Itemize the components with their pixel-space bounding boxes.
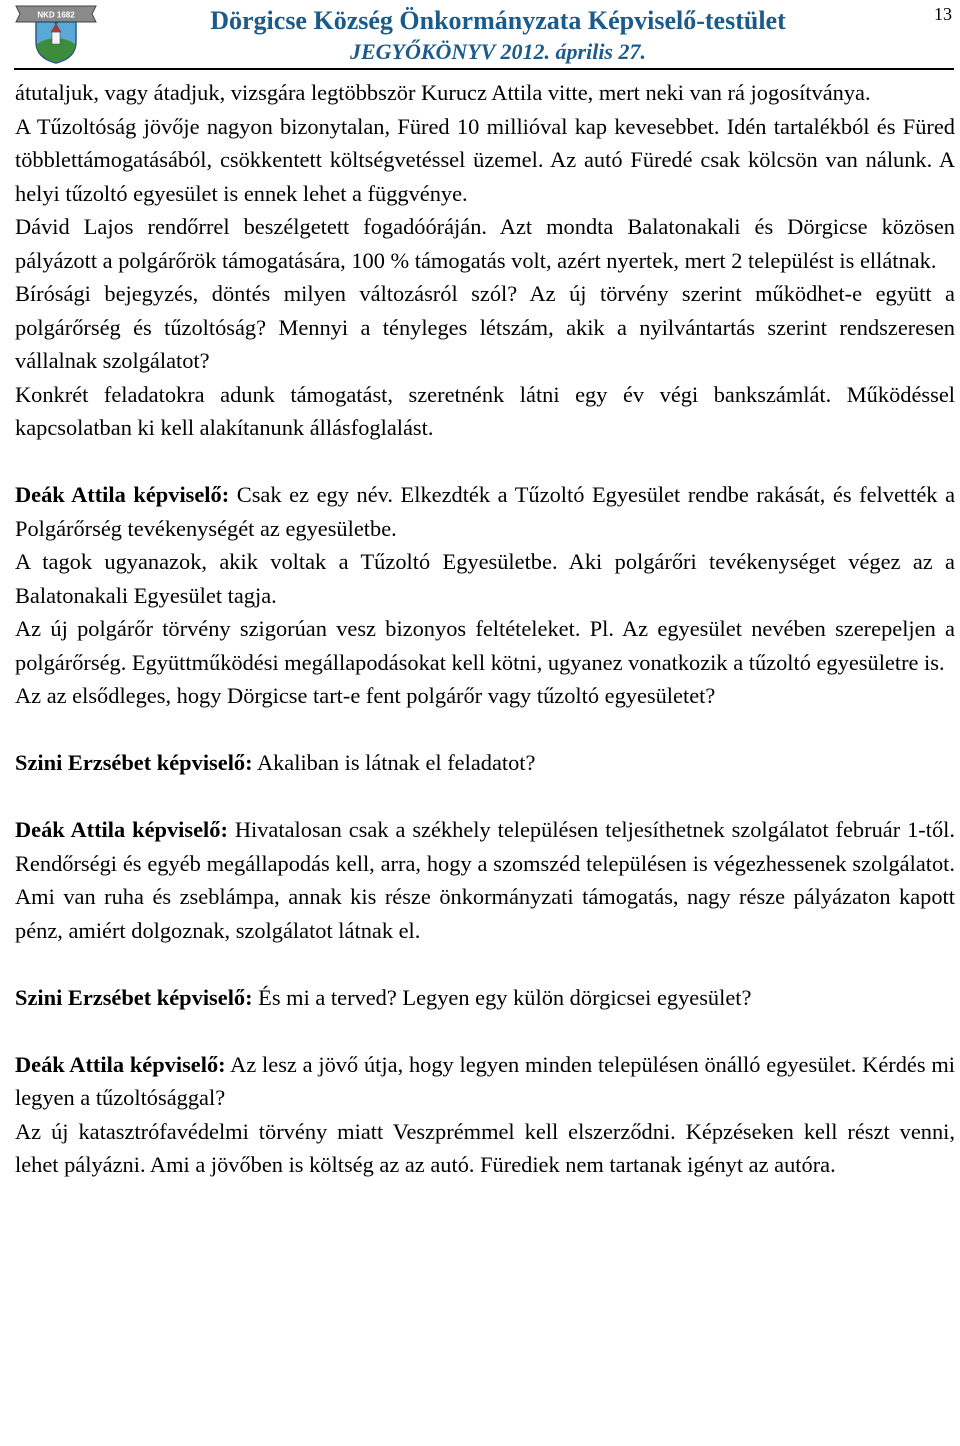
village-crest-logo [14, 2, 98, 64]
paragraph-gap [15, 780, 955, 814]
page-header [0, 0, 960, 70]
paragraph-text: A Tűzoltóság jövője nagyon bizonytalan, Füred 10 millióval kap kevesebbet. Idén tartalékból és Füred többlettámogatásából, csökkentett költségvetéssel üzemel. Az autó Füredé csak kölcsön van nálunk. A helyi tűzoltó egyesület is ennek lehet a függvénye. [15, 113, 955, 206]
paragraph-text: Dávid Lajos rendőrrel beszélgetett fogadóóráján. Azt mondta Balatonakali és Dörgicse közösen pályázott a polgárőrök támogatására, 100 % támogatás volt, azért nyertek, mert 2 települést is ellátnak. [15, 214, 955, 273]
paragraph-text: Csak ez egy név. Elkezdték a Tűzoltó Egyesület rendbe rakását, és felvették a Polgárőrség tevékenységét az egyesületbe. [15, 482, 956, 541]
speaker-paragraph [15, 813, 955, 947]
speaker-paragraph [15, 478, 955, 545]
paragraph [15, 76, 955, 110]
paragraph-text: Az az elsődleges, hogy Dörgicse tart-e fent polgárőr vagy tűzoltó egyesületet? [15, 683, 716, 708]
paragraph-text: Akaliban is látnak el feladatot? [252, 750, 536, 775]
speaker-name: Szini Erzsébet képviselő: [15, 984, 253, 1010]
speaker-name: Deák Attila képviselő: [15, 1051, 226, 1077]
paragraph-text: A tagok ugyanazok, akik voltak a Tűzoltó Egyesületbe. Aki polgárőri tevékenységet végez az a Balatonakali Egyesület tagja. [15, 549, 955, 608]
header-subtitle: JEGYŐKÖNYV 2012. április 27. [349, 39, 646, 64]
minutes-body [15, 76, 955, 1182]
paragraph-text: Az új polgárőr törvény szigorúan vesz bizonyos feltételeket. Pl. Az egyesület nevében szerepeljen a polgárőrség. Együttműködési megállapodásokat kell kötni, ugyanez vonatkozik a tűzoltó egyesületre is. [15, 616, 955, 675]
paragraph [15, 612, 955, 679]
paragraph [15, 679, 955, 713]
paragraph-text: Hivatalosan csak a székhely településen teljesíthetnek szolgálatot február 1-től. Rendőrségi és egyéb megállapodás kell, arra, hogy a szomszéd településen is végezhessenek szolgálatot. Ami van ruha és zseblámpa, annak kis része önkormányzati támogatás, nagy része pályázaton kapott pénz, amiért dolgoznak, szolgálatot látnak el. [15, 817, 955, 943]
header-title: Dörgicse Község Önkormányzata Képviselő-testület [210, 6, 786, 35]
paragraph [15, 110, 955, 211]
paragraph [15, 277, 955, 378]
crest-banner-text: NKD 1682 [37, 10, 75, 20]
paragraph-text: átutaljuk, vagy átadjuk, vizsgára legtöbbször Kurucz Attila vitte, mert neki van rá jogosítványa. [15, 80, 871, 105]
paragraph-gap [15, 1014, 955, 1048]
paragraph-text: És mi a terved? Legyen egy külön dörgicsei egyesület? [252, 984, 752, 1010]
speaker-paragraph [15, 746, 955, 780]
speaker-paragraph [15, 981, 955, 1015]
paragraph [15, 210, 955, 277]
speaker-name: Deák Attila képviselő: [15, 482, 230, 507]
paragraph [15, 545, 955, 612]
paragraph-text: Az új katasztrófavédelmi törvény miatt Veszprémmel kell elszerződni. Képzéseken kell részt venni, lehet pályázni. Ami a jövőben is költség az az autó. Fürediek nem tartanak igényt az autóra. [15, 1118, 955, 1177]
speaker-paragraph [15, 1048, 955, 1115]
speaker-name: Deák Attila képviselő: [15, 817, 228, 842]
paragraph-text: Konkrét feladatokra adunk támogatást, szeretnénk látni egy év végi bankszámlát. Működéssel kapcsolatban ki kell alakítanunk állásfoglalást. [15, 381, 955, 440]
paragraph-gap [15, 947, 955, 981]
paragraph-text: Az lesz a jövő útja, hogy legyen minden településen önálló egyesület. Kérdés mi legyen a tűzoltósággal? [15, 1051, 955, 1110]
page-number: 13 [934, 4, 952, 24]
paragraph-text: Bírósági bejegyzés, döntés milyen változásról szól? Az új törvény szerint működhet-e együtt a polgárőrség és tűzoltóság? Mennyi a tényleges létszám, akik a nyilvántartás szerint rendszeresen vállalnak szolgálatot? [15, 281, 955, 373]
paragraph [15, 1115, 955, 1182]
paragraph-gap [15, 445, 955, 479]
header-divider [14, 68, 954, 70]
speaker-name: Szini Erzsébet képviselő: [15, 750, 253, 775]
paragraph [15, 378, 955, 445]
paragraph-gap [15, 713, 955, 747]
